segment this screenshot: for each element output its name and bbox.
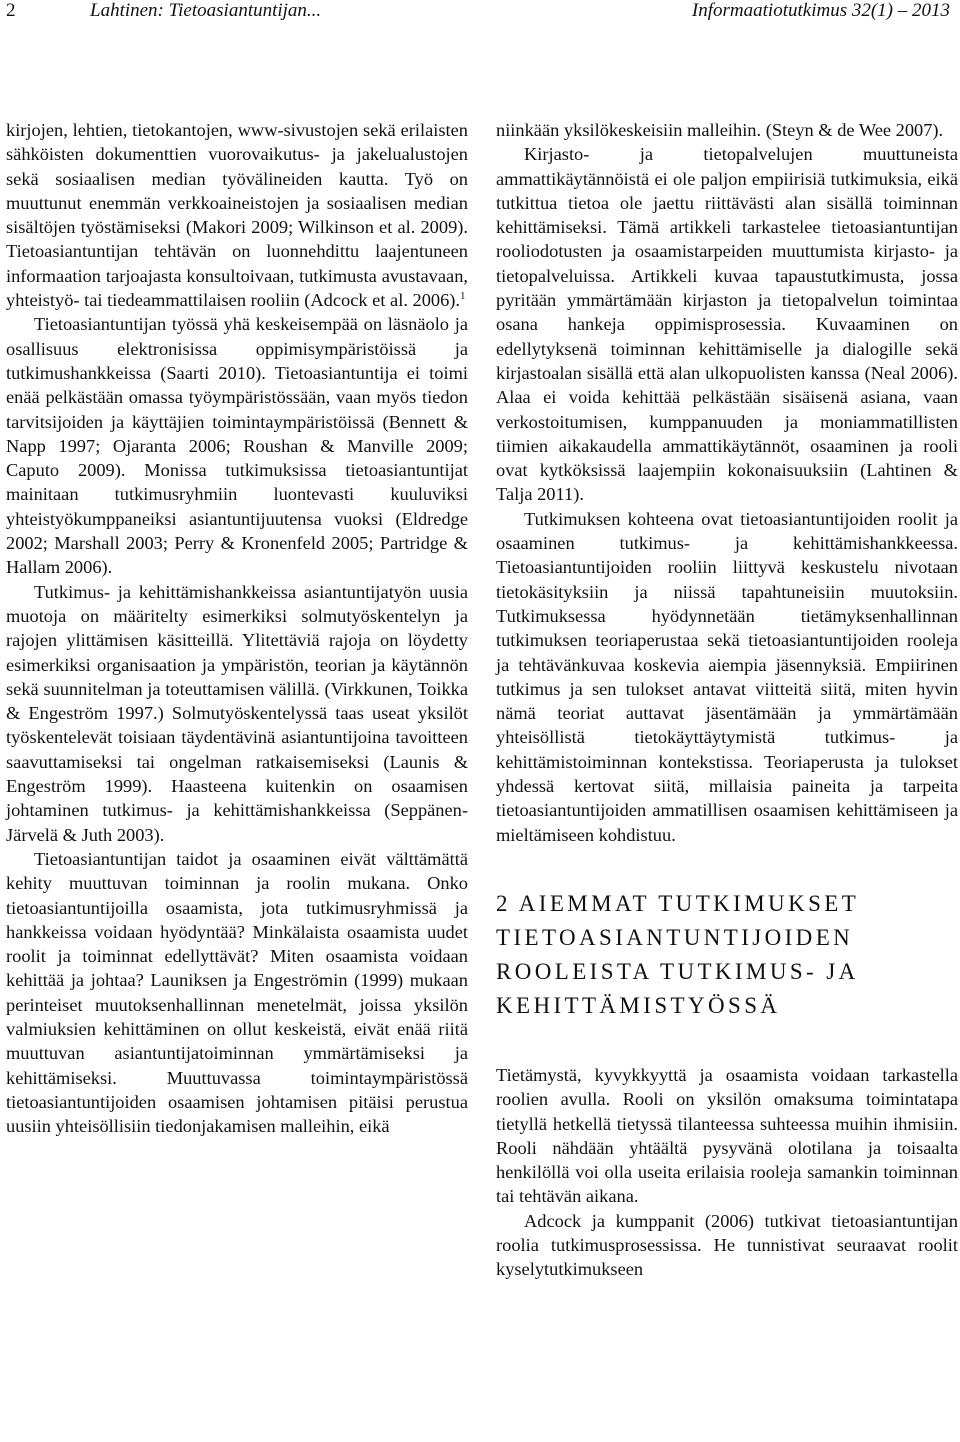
footnote-marker: 1	[460, 289, 466, 302]
paragraph	[6, 118, 468, 312]
left-column	[6, 118, 468, 1138]
page-header	[0, 0, 960, 30]
section-heading: 2 AIEMMAT TUTKIMUKSET TIETOASIANTUNTIJOIDEN ROOLEISTA TUTKIMUS- JA KEHITTÄMISTYÖSSÄ	[496, 890, 859, 1018]
paragraph: niinkään yksilökeskeisiin malleihin. (Steyn & de Wee 2007).	[496, 120, 944, 140]
paragraph: Tietoasiantuntijan taidot ja osaaminen eivät välttämättä kehity muuttuvan toiminnan ja roolin mukana. Onko tietoasiantuntijoilla osaamista, jota tutkimusryhmissä ja hankkeissa voidaan hyödyntää? Minkälaista osaamista uudet roolit ja toiminnat edellyttävät? Miten osaamista voidaan kehittää ja johtaa? Launiksen ja Engeströmin (1999) mukaan perinteiset muutoksenhallinnan menetelmät, joissa yksilön valmiuksien kehittäminen on ollut keskeistä, eivät enää riitä muuttuvan asiantuntijatoiminnan ymmärtämiseksi ja kehittämiseksi. Muuttuvassa toimintaympäristössä tietoasiantuntijoiden osaamisen johtamisen pitäisi perustua uusiin yhteisöllisiin tiedonjakamisen malleihin, eikä	[6, 848, 468, 1137]
paragraph: Tietoasiantuntijan työssä yhä keskeisempää on läsnäolo ja osallisuus elektronisissa oppimisympäristöissä ja tutkimushankkeissa (Saarti 2010). Tietoasiantuntija ei toimi enää pelkästään omassa työympäristössään, vaan myös tiedon tarvitsijoiden ja käyttäjien toimintaympäristöissä (Bennett & Napp 1997; Ojaranta 2006; Roushan & Manville 2009; Caputo 2009). Monissa tutkimuksissa tietoasiantuntijat mainitaan tutkimusryhmiin luontevasti kuuluviksi yhteistyökumppaneiksi asiantuntijuutensa vuoksi (Eldredge 2002; Marshall 2003; Perry & Kronenfeld 2005; Partridge & Hallam 2006).	[6, 314, 468, 578]
page-number: 2	[6, 0, 16, 21]
paragraph: Kirjasto- ja tietopalvelujen muuttuneista ammattikäytännöistä ei ole paljon empiirisiä tutkimuksia, eikä tutkittua tietoa ole jaettu riittävästi alan sisällä toiminnan kehittämiseksi. Tämä artikkeli tarkastelee tietoasiantuntijan rooliodotusten ja osaamistarpeiden muuttumista kirjasto- ja tietopalveluissa. Artikkeli kuvaa tapaustutkimusta, jossa pyritään ymmärtämään kirjaston ja tietopalvelun toimintaa osana hankeja oppimisprosessia. Kuvaaminen on edellytyksenä toiminnan kehittämiselle ja dialogille sekä kirjastoalan sisällä että alan ulkopuolisten kanssa (Neal 2006). Alaa ei voida kehittää pelkästään sisäisenä asiana, vaan verkostoitumisen, kumppanuuden ja moniammatillisten tiimien aikakaudella ammattikäytännöt, osaaminen ja rooli ovat kytköksissä laajempiin kokonaisuuksiin (Lahtinen & Talja 2011).	[496, 144, 958, 505]
paragraph-text: kirjojen, lehtien, tietokantojen, www-sivustojen sekä erilaisten sähköisten dokumenttien vuorovaikutus- ja jakelualustojen sekä sosiaalisen median työvälineiden kautta. Työ on muuttunut enemmän verkkoaineistojen ja sosiaalisen median sisältöjen työstämiseksi (Makori 2009; Wilkinson et al. 2009). Tietoasiantuntijan tehtävän on luonnehdittu laajentuneen informaation tarjoajasta konsultoivaan, tutkimusta avustavaan, yhteistyö- tai tiedeammattilaisen rooliin (Adcock et al. 2006).	[6, 120, 468, 311]
running-title: Lahtinen: Tietoasiantuntijan...	[90, 0, 322, 21]
paragraph: Tietämystä, kyvykkyyttä ja osaamista voidaan tarkastella roolien avulla. Rooli on yksilön omaksuma toimintatapa tietyllä hetkellä tietyssä tilanteessa suhteessa muihin ihmisiin. Rooli nähdään yhtäältä pysyvänä olotilana ja toisaalta henkilöllä voi olla useita erilaisia rooleja samankin toiminnan tai tehtävän aikana.	[496, 1064, 958, 1207]
paragraph: Tutkimus- ja kehittämishankkeissa asiantuntijatyön uusia muotoja on määritelty esimerkiksi solmutyöskentelyn ja rajojen ylittämisen käsitteillä. Ylitettäviä rajoja on löydetty esimerkiksi organisaation ja ympäristön, teorian ja käytännön sekä suunnitelman ja toteuttamisen välillä. (Virkkunen, Toikka & Engeström 1997.) Solmutyöskentelyssä taas useat yksilöt työskentelevät toisiaan täydentävinä asiantuntijoina tavoitteen saavuttamiseksi tai ongelman ratkaisemiseksi (Launis & Engeström 1999). Haasteena kuitenkin on osaamisen johtaminen tutkimus- ja kehittämishankkeissa (Seppänen-Järvelä & Juth 2003).	[6, 581, 468, 845]
right-column	[496, 118, 958, 1282]
journal-citation: Informaatiotutkimus 32(1) – 2013	[691, 0, 950, 21]
paragraph: Tutkimuksen kohteena ovat tietoasiantuntijoiden roolit ja osaaminen tutkimus- ja kehittämishankkeessa. Tietoasiantuntijoiden rooliin liittyvä keskustelu nivotaan tietokäsityksiin ja niissä tapahtuneisiin muutoksiin. Tutkimuksessa hyödynnetään tietämyksenhallinnan tutkimuksen teoriaperustaa sekä tietoasiantuntijoiden rooleja ja tehtävänkuvaa koskevia aiempia jäsennyksiä. Empiirinen tutkimus ja sen tulokset antavat viitteitä siitä, miten hyvin nämä teoriat auttavat jäsentämään ja ymmärtämään yhteisöllistä tietokäyttäytymistä tutkimus- ja kehittämistoiminnan kontekstissa. Teoriaperusta ja tulokset yhdessä kertovat siitä, millaisia paineita ja tarpeita tietoasiantuntijoiden ammatillisen osaamisen kehittämiseen ja mieltämiseen kohdistuu.	[496, 508, 958, 845]
paragraph: Adcock ja kumppanit (2006) tutkivat tietoasiantuntijan roolia tutkimusprosessissa. He tunnistivat seuraavat roolit kyselytutkimukseen	[496, 1210, 958, 1280]
